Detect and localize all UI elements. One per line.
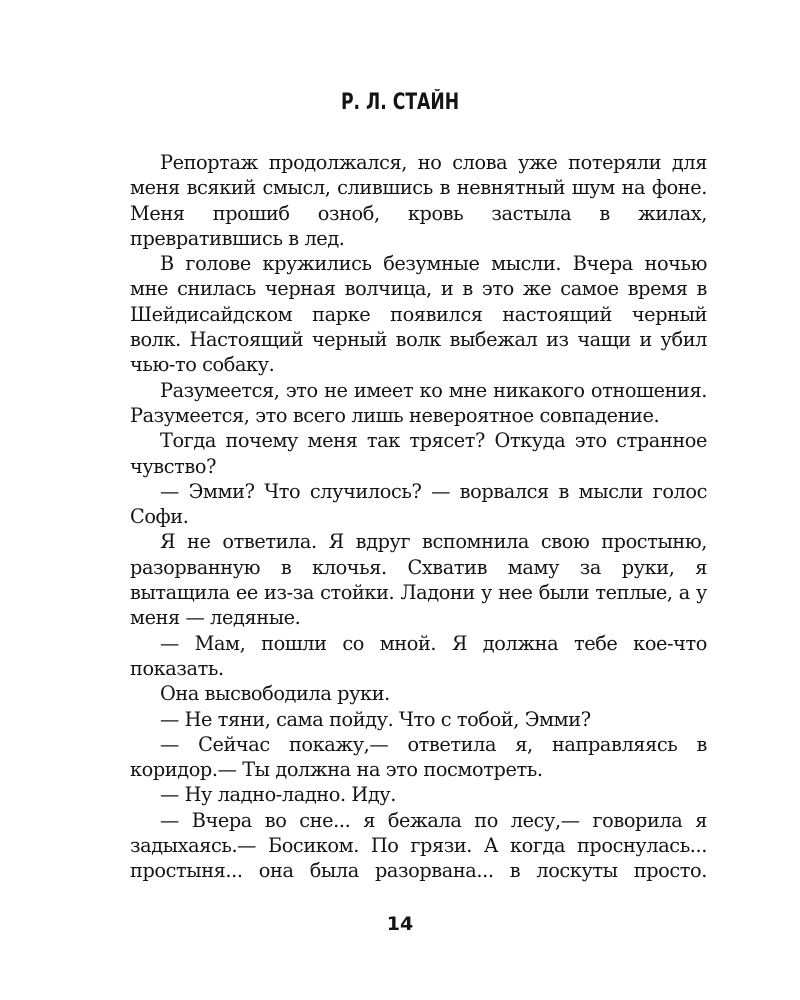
paragraph: Разумеется, это не имеет ко мне никакого отношения. Разумеется, это всего лишь невероятное совпадение. [130, 378, 707, 427]
paragraph: — Не тяни, сама пойду. Что с тобой, Эмми? [160, 707, 591, 731]
paragraph: Она высвободила руки. [160, 682, 390, 706]
paragraph: В голове кружились безумные мысли. Вчера ночью мне снилась черная волчица, и в это же самое время в Шейдисайдском парке появился настоящий черный волк. Настоящий черный волк выбежал из чащи и убил чью-то собаку. [130, 252, 707, 377]
paragraph: Я не ответила. Я вдруг вспомнила свою простыню, разорванную в клочья. Схватив маму за руки, я вытащила ее из-за стойки. Ладони у нее были теплые, а у меня — ледяные. [130, 530, 707, 630]
paragraph: — Мам, пошли со мной. Я должна тебе кое-что показать. [130, 631, 707, 680]
paragraph: — Эмми? Что случилось? — ворвался в мысли голос Софи. [130, 479, 707, 529]
page-number: 14 [386, 913, 414, 935]
paragraph: Репортаж продолжался, но слова уже потеряли для меня всякий смысл, слившись в невнятный шум на фоне. Меня прошиб озноб, кровь застыла в жилах, превратившись в лед. [130, 151, 707, 250]
paragraph: Тогда почему меня так трясет? Откуда это странное чувство? [130, 429, 707, 478]
paragraph: — Сейчас покажу,— ответила я, направляясь в коридор.— Ты должна на это посмотреть. [130, 732, 707, 782]
running-head-author: Р. Л. СТАЙН [340, 90, 460, 115]
paragraph: — Вчера во сне... я бежала по лесу,— говорила я задыхаясь.— Босиком. По грязи. А когда проснулась... простыня... она была разорвана... в лоскуты просто. [130, 808, 707, 883]
body-text [130, 150, 707, 884]
paragraph: — Ну ладно-ладно. Иду. [160, 783, 396, 807]
